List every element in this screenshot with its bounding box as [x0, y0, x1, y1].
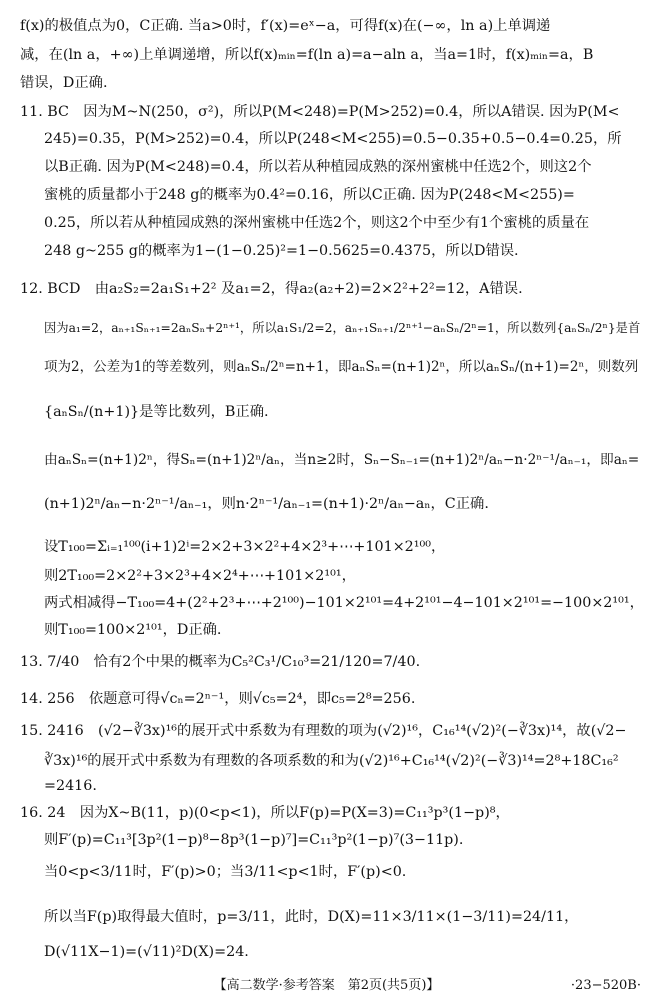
text-line: 蜜桃的质量都小于248 g的概率为0.4²=0.16，所以C正确. 因为P(248<M<255)=	[44, 187, 575, 203]
text-line: 所以当F(p)取得最大值时，p=3/11，此时，D(X)=11×3/11×(1−3/11)=24/11，	[44, 909, 579, 925]
text-line: f(x)的极值点为0，C正确. 当a>0时，f′(x)=eˣ−a，可得f(x)在(−∞，ln a)上单调递	[20, 18, 551, 34]
text-line: 以B正确. 因为P(M<248)=0.4，所以若从种植园成熟的深州蜜桃中任选2个，则这2个	[44, 159, 592, 175]
text-line: 当0<p<3/11时，F′(p)>0；当3/11<p<1时，F′(p)<0.	[44, 864, 407, 880]
question-16: 16. 24 因为X~B(11，p)(0<p<1)，所以F(p)=P(X=3)=C₁₁³p³(1−p)⁸，	[20, 805, 510, 821]
text-line: 则2T₁₀₀=2×2²+3×2³+4×2⁴+⋯+101×2¹⁰¹，	[44, 568, 356, 584]
text-line: 因为a₁=2，aₙ₊₁Sₙ₊₁=2aₙSₙ+2ⁿ⁺¹，所以a₁S₁/2=2，aₙ₊₁Sₙ₊₁/2ⁿ⁺¹−aₙSₙ/2ⁿ=1，所以数列{aₙSₙ/2ⁿ}是首	[44, 321, 641, 335]
question-14: 14. 256 依题意可得√cₙ=2ⁿ⁻¹，则√c₅=2⁴，即c₅=2⁸=256.	[20, 691, 416, 707]
page-footer	[0, 976, 653, 996]
question-13: 13. 7/40 恰有2个中果的概率为C₅²C₃¹/C₁₀³=21/120=7/40.	[20, 654, 421, 670]
question-15: 15. 2416 (√2−∛3x)¹⁶的展开式中系数为有理数的项为(√2)¹⁶，C₁₆¹⁴(√2)²(−∛3x)¹⁴，故(√2−	[20, 723, 627, 739]
footer-title: 【高二数学·参考答案 第2页(共5页)】	[213, 978, 440, 993]
footer-code: ·23−520B·	[570, 978, 641, 993]
text-line: 减，在(ln a，+∞)上单调递增，所以f(x)ₘᵢₙ=f(ln a)=a−aln a，当a=1时，f(x)ₘᵢₙ=a，B	[20, 47, 594, 63]
text-line: 则T₁₀₀=100×2¹⁰¹，D正确.	[44, 622, 222, 638]
text-line: 错误，D正确.	[20, 75, 108, 91]
text-line: ∛3x)¹⁶的展开式中系数为有理数的各项系数的和为(√2)¹⁶+C₁₆¹⁴(√2)²(−∛3)¹⁴=2⁸+18C₁₆²	[44, 753, 619, 769]
text-line: (n+1)2ⁿ/aₙ−n·2ⁿ⁻¹/aₙ₋₁，则n·2ⁿ⁻¹/aₙ₋₁=(n+1)·2ⁿ/aₙ−aₙ，C正确.	[44, 496, 489, 512]
text-line: 则F′(p)=C₁₁³[3p²(1−p)⁸−8p³(1−p)⁷]=C₁₁³p²(1−p)⁷(3−11p).	[44, 832, 464, 848]
text-line: D(√11X−1)=(√11)²D(X)=24.	[44, 944, 249, 960]
text-line: 由aₙSₙ=(n+1)2ⁿ，得Sₙ=(n+1)2ⁿ/aₙ，当n≥2时，Sₙ−Sₙ₋₁=(n+1)2ⁿ/aₙ−n·2ⁿ⁻¹/aₙ₋₁，即aₙ=	[44, 452, 640, 468]
text-line: 245)=0.35，P(M>252)=0.4，所以P(248<M<255)=0.5−0.35+0.5−0.4=0.25，所	[44, 131, 622, 147]
text-line: {aₙSₙ/(n+1)}是等比数列，B正确.	[44, 404, 269, 420]
question-12: 12. BCD 由a₂S₂=2a₁S₁+2² 及a₁=2，得a₂(a₂+2)=2×2²+2²=12，A错误.	[20, 281, 523, 297]
text-line: 248 g~255 g的概率为1−(1−0.25)²=1−0.5625=0.4375，所以D错误.	[44, 243, 519, 259]
text-line: 两式相减得−T₁₀₀=4+(2²+2³+⋯+2¹⁰⁰)−101×2¹⁰¹=4+2¹⁰¹−4−101×2¹⁰¹=−100×2¹⁰¹，	[44, 595, 644, 611]
text-line: =2416.	[44, 778, 97, 794]
text-line: 0.25，所以若从种植园成熟的深州蜜桃中任选2个，则这2个中至少有1个蜜桃的质量在	[44, 215, 590, 231]
question-11: 11. BC 因为M~N(250，σ²)，所以P(M<248)=P(M>252)=0.4，所以A错误. 因为P(M<	[20, 104, 620, 120]
text-line: 设T₁₀₀=Σᵢ₌₁¹⁰⁰(i+1)2ⁱ=2×2+3×2²+4×2³+⋯+101×2¹⁰⁰，	[44, 539, 446, 555]
text-line: 项为2，公差为1的等差数列，则aₙSₙ/2ⁿ=n+1，即aₙSₙ=(n+1)2ⁿ，所以aₙSₙ/(n+1)=2ⁿ，则数列	[44, 359, 639, 375]
